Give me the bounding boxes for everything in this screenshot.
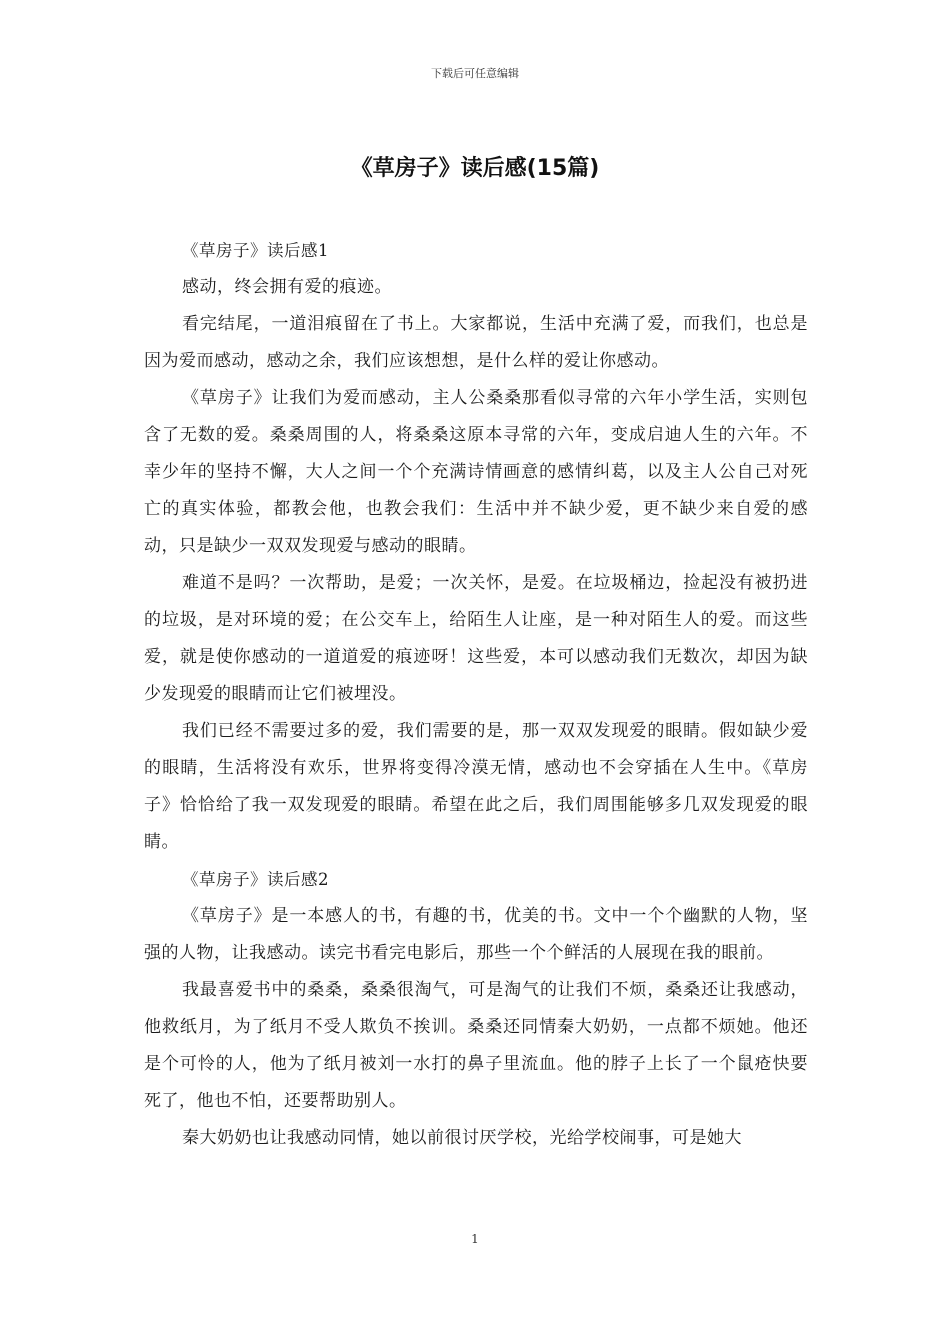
paragraph: 我最喜爱书中的桑桑，桑桑很淘气，可是淘气的让我们不烦，桑桑还让我感动，他救纸月，为了纸月不受人欺负不挨训。桑桑还同情秦大奶奶，一点都不烦她。他还是个可怜的人，他为了纸月被刘一水打的鼻子里流血。他的脖子上长了一个鼠疮快要死了，他也不怕，还要帮助别人。 bbox=[144, 980, 808, 1111]
paragraph: 难道不是吗？一次帮助，是爱；一次关怀，是爱。在垃圾桶边，捡起没有被扔进的垃圾，是对环境的爱；在公交车上，给陌生人让座，是一种对陌生人的爱。而这些爱，就是使你感动的一道道爱的痕迹呀！这些爱，本可以感动我们无数次，却因为缺少发现爱的眼睛而让它们被埋没。 bbox=[144, 573, 808, 704]
section-heading-1: 《草房子》读后感1 bbox=[182, 241, 329, 260]
page-number: 1 bbox=[471, 1232, 479, 1246]
paragraph: 《草房子》是一本感人的书，有趣的书，优美的书。文中一个个幽默的人物，坚强的人物，让我感动。读完书看完电影后，那些一个个鲜活的人展现在我的眼前。 bbox=[144, 906, 808, 963]
paragraph: 秦大奶奶也让我感动同情，她以前很讨厌学校，光给学校闹事，可是她大 bbox=[182, 1128, 742, 1148]
section-heading-2: 《草房子》读后感2 bbox=[182, 870, 329, 889]
paragraph: 我们已经不需要过多的爱，我们需要的是，那一双双发现爱的眼睛。假如缺少爱的眼睛，生活将没有欢乐，世界将变得冷漠无情，感动也不会穿插在人生中。《草房子》恰恰给了我一双发现爱的眼睛。希望在此之后，我们周围能够多几双发现爱的眼睛。 bbox=[144, 721, 808, 852]
document-title: 《草房子》读后感(15篇) bbox=[350, 156, 600, 181]
page-header-note: 下载后可任意编辑 bbox=[431, 67, 519, 80]
paragraph: 感动，终会拥有爱的痕迹。 bbox=[182, 277, 392, 297]
paragraph: 《草房子》让我们为爱而感动，主人公桑桑那看似寻常的六年小学生活，实则包含了无数的爱。桑桑周围的人，将桑桑这原本寻常的六年，变成启迪人生的六年。不幸少年的坚持不懈，大人之间一个个充满诗情画意的感情纠葛，以及主人公自己对死亡的真实体验，都教会他，也教会我们：生活中并不缺少爱，更不缺少来自爱的感动，只是缺少一双双发现爱与感动的眼睛。 bbox=[144, 388, 808, 556]
document-body bbox=[144, 232, 808, 1157]
paragraph: 看完结尾，一道泪痕留在了书上。大家都说，生活中充满了爱，而我们，也总是因为爱而感动，感动之余，我们应该想想，是什么样的爱让你感动。 bbox=[144, 314, 808, 371]
